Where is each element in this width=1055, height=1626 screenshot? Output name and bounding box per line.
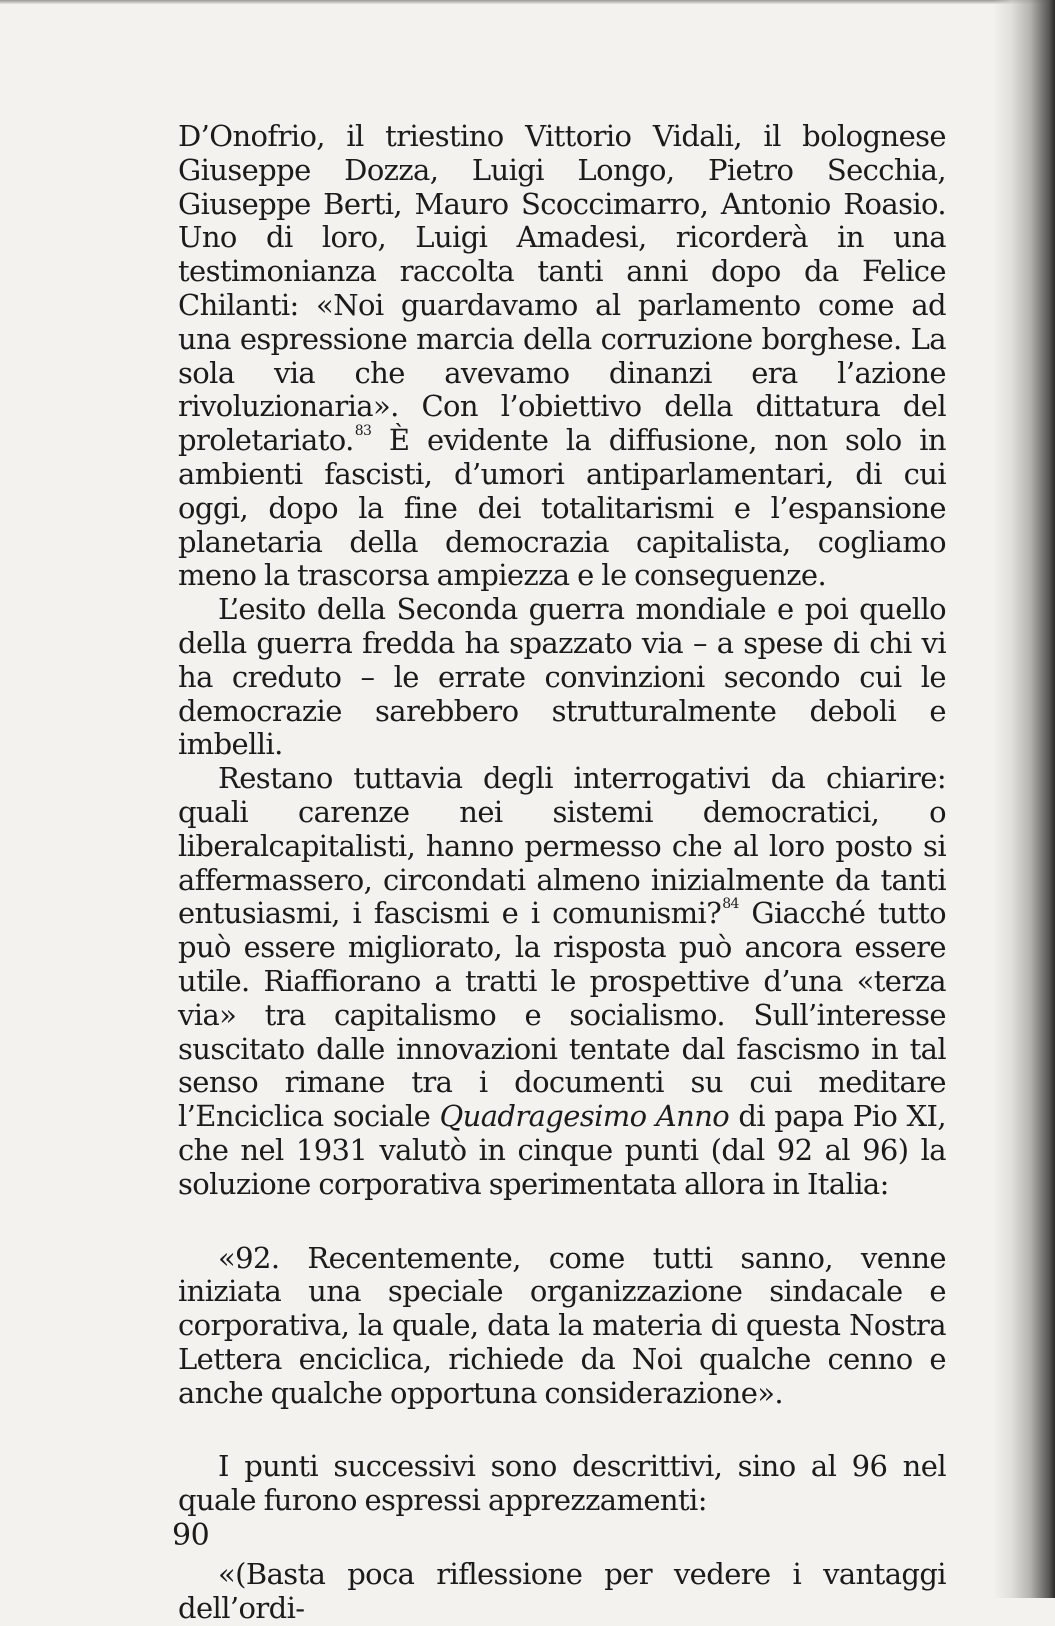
paragraph-1-tail: È evidente la diffusione, non solo in ambienti fascisti, d’umori antiparlamentari, di cui oggi, dopo la fine dei totalitarismi e l’espansione planetaria della democrazia capitalista, cogliamo meno la trascorsa ampiezza e le conseguenze. <box>178 423 946 593</box>
paragraph-2: L’esito della Seconda guerra mondiale e poi quello della guerra fredda ha spazzato via – a spese di chi vi ha creduto – le errate convinzioni secondo cui le democrazie sarebbero strutturalmente deboli e imbelli. <box>178 592 946 762</box>
footnote-ref-84: 84 <box>722 896 739 913</box>
paragraph-3-text-b: Giacché tutto può essere migliorato, la risposta può ancora essere utile. Riaffiorano a tratti le prospettive d’una «terza via» tra capitalismo e socialismo. Sull’interesse suscitato dalle innovazioni tentate dal fascismo in tal senso rimane tra i documenti su cui meditare l’Enciclica sociale <box>178 896 946 1134</box>
page-body <box>178 120 946 1626</box>
book-spine-shadow <box>993 0 1055 1598</box>
paragraph-3-text-c: di papa Pio XI, che nel 1931 valutò in cinque punti (dal 92 al 96) la soluzione corporativa sperimentata allora in Italia: <box>178 1099 946 1201</box>
paragraph-1-text: D’Onofrio, il triestino Vittorio Vidali, il bolognese Giuseppe Dozza, Luigi Longo, Pietro Secchia, Giuseppe Berti, Mauro Scoccimarro, Antonio Roasio. Uno di loro, Luigi Amadesi, ricorderà in una testimonianza raccolta tanti anni dopo da Felice Chilanti: «Noi guardavamo al parlamento come ad una espressione marcia della corruzione borghese. La sola via che avevamo dinanzi era l’azione rivoluzionaria». Con l’obiettivo della dittatura del proletariato. <box>178 119 946 458</box>
page-top-edge <box>0 0 1055 4</box>
page-number: 90 <box>172 1518 210 1553</box>
footnote-ref-83: 83 <box>354 423 372 440</box>
quotation-96-start: «(Basta poca riflessione per vedere i vantaggi dell’ordi- <box>178 1557 946 1625</box>
paragraph-3-text-a: Restano tuttavia degli interrogativi da chiarire: quali carenze nei sistemi democratici, o liberalcapitalisti, hanno permesso che al loro posto si affermassero, circondati almeno inizialmente da tanti entusiasmi, i fascismi e i comunismi? <box>178 761 946 931</box>
spacer <box>178 1202 946 1242</box>
paragraph-3 <box>178 762 946 1201</box>
quotation-92: «92. Recentemente, come tutti sanno, venne iniziata una speciale organizzazione sindacale e corporativa, la quale, data la materia di questa Nostra Lettera enciclica, richiede da Noi qualche cenno e anche qualche opportuna considerazione». <box>178 1240 946 1410</box>
paragraph-1 <box>178 120 946 593</box>
spacer <box>178 1410 946 1450</box>
encyclical-title: Quadragesimo Anno <box>439 1099 730 1134</box>
spacer <box>178 1518 946 1558</box>
paragraph-4: I punti successivi sono descrittivi, sino al 96 nel quale furono espressi apprezzamenti: <box>178 1449 946 1518</box>
